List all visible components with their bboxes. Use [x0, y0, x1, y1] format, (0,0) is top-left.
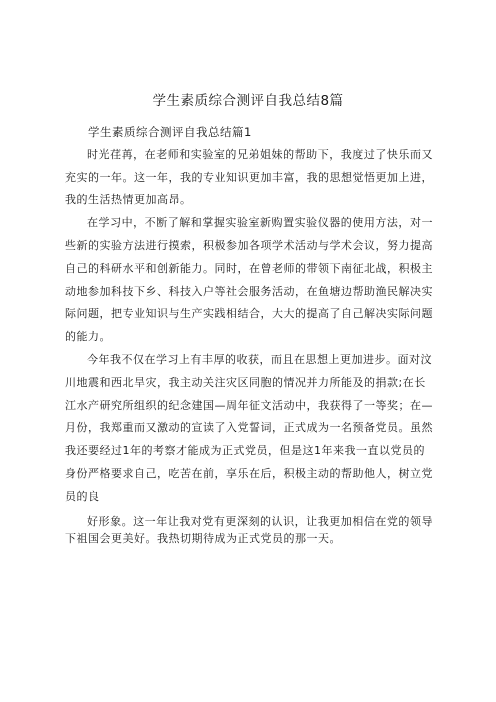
paragraph-2: 在学习中，不断了解和掌握实验室新购置实验仪器的使用方法，对一些新的实验方法进行摸索，积极参加各项学术活动与学术会议，努力提高自己的科研水平和创新能力。同时，在曾老师的带领下南征北战，积极主动地参加科技下乡、科技入户等社会服务活动，在鱼塘边帮助渔民解决实际问题，把专业知识与生产实践相结合，大大的提高了自己解决实际问题的能力。 [65, 216, 433, 344]
section-subtitle: 学生素质综合测评自我总结篇1 [88, 125, 252, 139]
paragraph-1: 时光荏苒，在老师和实验室的兄弟姐妹的帮助下，我度过了快乐而又充实的一年。这一年，我的专业知识更加丰富，我的思想觉悟更加上进，我的生活热情更加高昂。 [65, 147, 433, 207]
paragraph-3: 今年我不仅在学习上有丰厚的收获，而且在思想上更加进步。面对汶川地震和西北旱灾，我主动关注灾区同胞的情况并力所能及的捐款;在长江水产研究所组织的纪念建国—周年征文活动中，我获得了一等奖；在—月份，我郑重而又激动的宣读了入党誓词，正式成为一名预备党员。虽然我还要经过1年的考察才能成为正式党员，但是这1年来我一直以党员的身份严格要求自己，吃苦在前，享乐在后，积极主动的帮助他人，树立党员的良 [65, 352, 433, 503]
paragraph-4: 好形象。这一年让我对党有更深刻的认识，让我更加相信在党的领导下祖国会更美好。我热切期待成为正式党员的那一天。 [65, 514, 433, 545]
document-title: 学生素质综合测评自我总结8篇 [152, 93, 344, 109]
document-body [65, 121, 433, 547]
